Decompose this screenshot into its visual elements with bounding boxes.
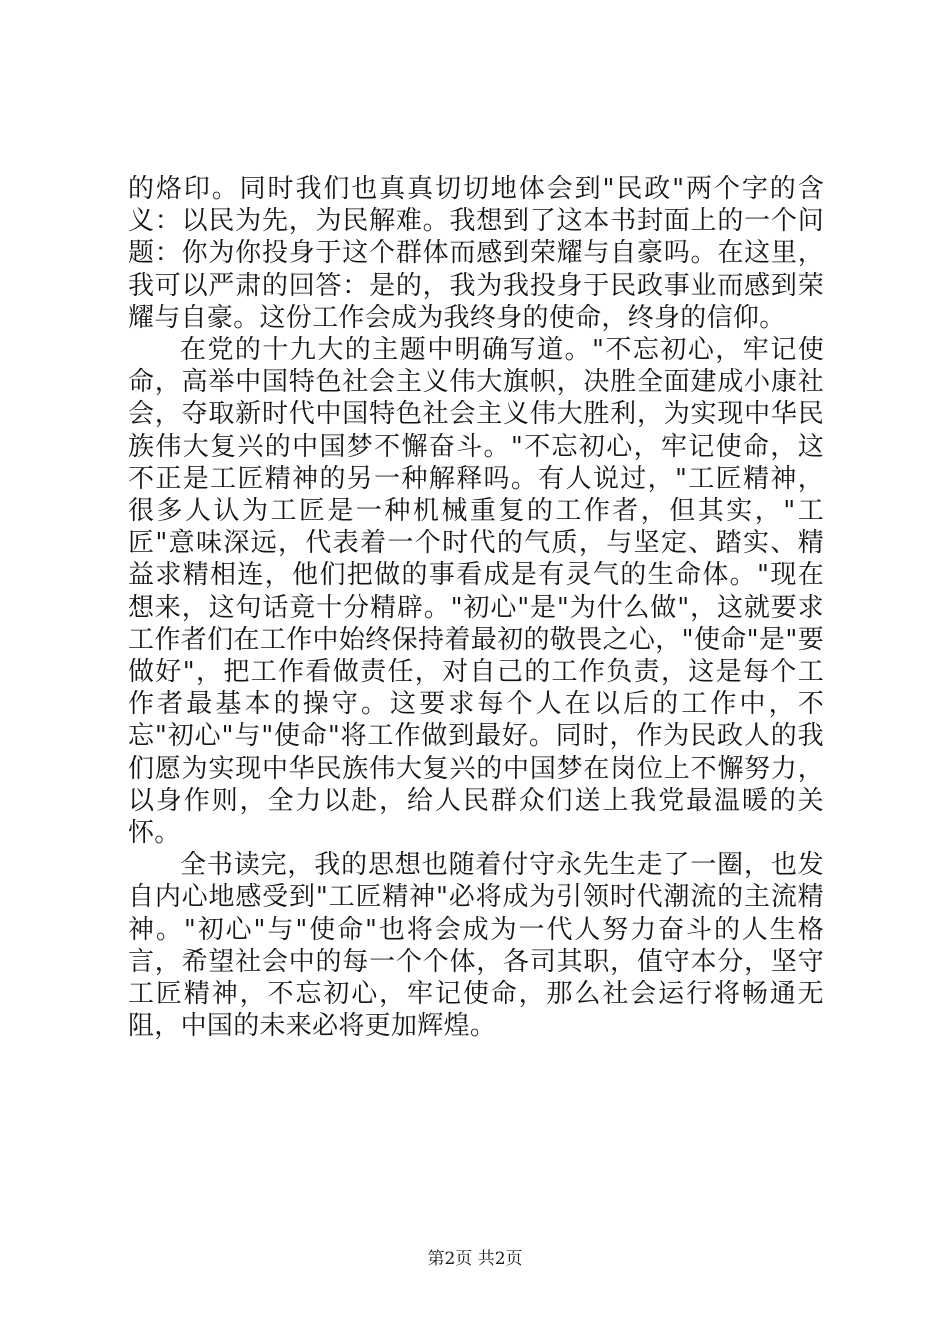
paragraph-continuation: 的烙印。同时我们也真真切切地体会到"民政"两个字的含义：以民为先，为民解难。我想到了这本书封面上的一个问题：你为你投身于这个群体而感到荣耀与自豪吗。在这里，我可以严肃的回答：是的，我为我投身于民政事业而感到荣耀与自豪。这份工作会成为我终身的使命，终身的信仰。: [128, 174, 824, 333]
document-body: [128, 173, 824, 1042]
paragraph-conclusion: 全书读完，我的思想也随着付守永先生走了一圈，也发自内心地感受到"工匠精神"必将成为引领时代潮流的主流精神。"初心"与"使命"也将会成为一代人努力奋斗的人生格言，希望社会中的每一个个体，各司其职，值守本分，坚守工匠精神，不忘初心，牢记使命，那么社会运行将畅通无阻，中国的未来必将更加辉煌。: [128, 850, 824, 1042]
paragraph-nineteenth-congress: 在党的十九大的主题中明确写道。"不忘初心，牢记使命，高举中国特色社会主义伟大旗帜，决胜全面建成小康社会，夺取新时代中国特色社会主义伟大胜利，为实现中华民族伟大复兴的中国梦不懈奋斗。"不忘初心，牢记使命，这不正是工匠精神的另一种解释吗。有人说过，"工匠精神，很多人认为工匠是一种机械重复的工作者，但其实，"工匠"意味深远，代表着一个时代的气质，与坚定、踏实、精益求精相连，他们把做的事看成是有灵气的生命体。"现在想来，这句话竟十分精辟。"初心"是"为什么做"，这就要求工作者们在工作中始终保持着最初的敬畏之心，"使命"是"要做好"，把工作看做责任，对自己的工作负责，这是每个工作者最基本的操守。这要求每个人在以后的工作中，不忘"初心"与"使命"将工作做到最好。同时，作为民政人的我们愿为实现中华民族伟大复兴的中国梦在岗位上不懈努力，以身作则，全力以赴，给人民群众们送上我党最温暖的关怀。: [128, 335, 824, 849]
page-number-footer: 第2页 共2页: [427, 1249, 523, 1269]
